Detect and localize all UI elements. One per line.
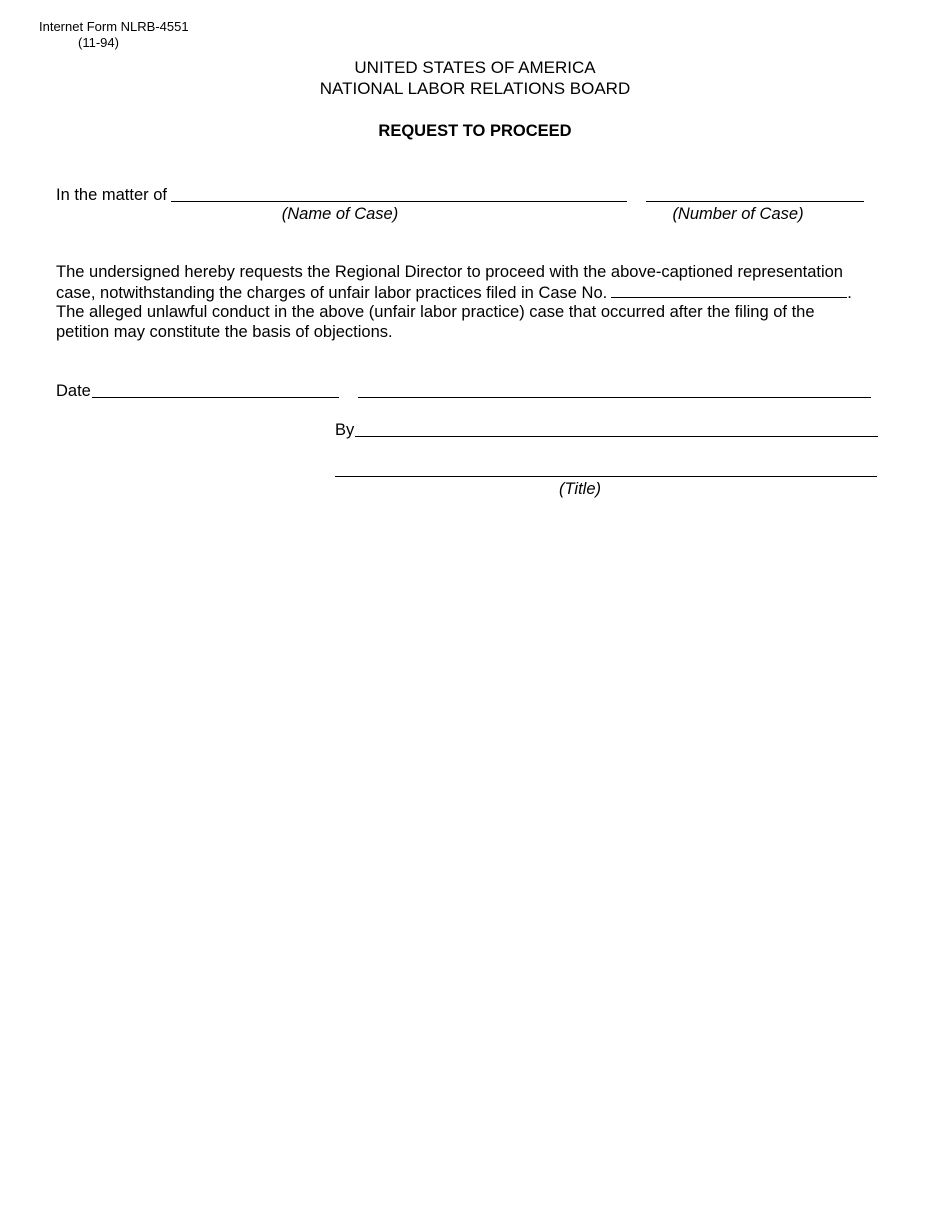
date-label: Date — [56, 382, 91, 400]
paragraph-line: The alleged unlawful conduct in the above (unfair labor practice) case that occurred after the filing of the — [56, 303, 815, 321]
case-number-caption: (Number of Case) — [672, 205, 804, 223]
form-title: REQUEST TO PROCEED — [378, 122, 572, 140]
case-number-field[interactable] — [646, 201, 864, 202]
paragraph-line — [56, 283, 876, 304]
form-revision-date: (11-94) — [78, 35, 119, 50]
ulp-case-number-field[interactable] — [611, 283, 847, 298]
paragraph-line: petition may constitute the basis of objections. — [56, 322, 393, 341]
agency-heading: NATIONAL LABOR RELATIONS BOARD — [319, 79, 631, 98]
case-name-caption: (Name of Case) — [281, 205, 399, 223]
case-name-field[interactable] — [171, 201, 627, 202]
title-field[interactable] — [335, 476, 877, 477]
paragraph-text: case, notwithstanding the charges of unfair labor practices filed in Case No. — [56, 283, 608, 302]
signature-name-field[interactable] — [358, 397, 871, 398]
country-heading: UNITED STATES OF AMERICA — [354, 58, 596, 77]
by-label: By — [335, 421, 355, 439]
title-caption: (Title) — [558, 480, 601, 498]
paragraph-line: The undersigned hereby requests the Regional Director to proceed with the above-captioned representation — [56, 263, 843, 281]
matter-label: In the matter of — [56, 186, 167, 204]
paragraph-period: . — [847, 283, 852, 302]
date-field[interactable] — [92, 397, 339, 398]
by-signature-field[interactable] — [355, 436, 878, 437]
form-id: Internet Form NLRB-4551 — [39, 19, 189, 34]
request-paragraph — [56, 263, 876, 342]
